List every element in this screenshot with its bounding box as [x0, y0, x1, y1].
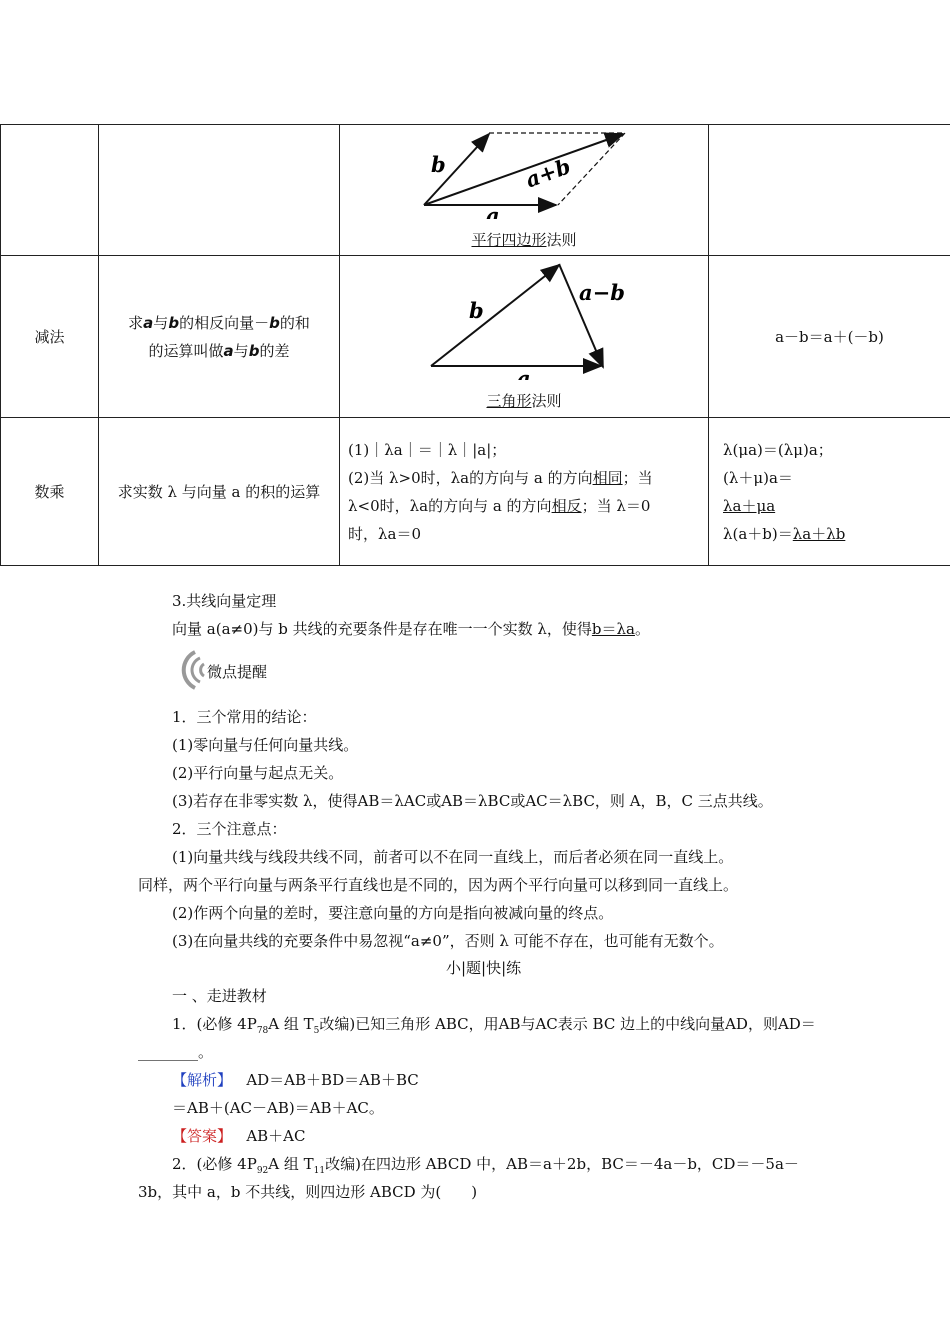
tip-title: 微点提醒 — [207, 663, 268, 681]
label-a: a — [517, 366, 531, 380]
label-a-plus-b: a+b — [522, 152, 574, 192]
triangle-diagram — [341, 262, 707, 380]
operations-table — [0, 124, 950, 566]
question-2: 2．(必修 $4P_{92}A$ 组 $T_{11}$改编)在四边形 ABCD 中，AB＝a＋2b，BC＝－4a－b，CD＝－5a－ — [172, 1155, 799, 1176]
analysis: 【解析】 AD＝AB＋BD＝AB＋BC — [172, 1071, 419, 1089]
tip-line: (1)向量共线与线段共线不同，前者可以不在同一直线上，而后者必须在同一直线上。 — [172, 848, 734, 866]
parallelogram-diagram — [341, 131, 707, 219]
collinear-theorem: 向量 a(a≠0)与 b 共线的充要条件是存在唯一一个实数 λ，使得b＝λa。 — [172, 620, 650, 638]
part-heading: 一 、走进教材 — [172, 987, 267, 1005]
tip-line: 1．三个常用的结论： — [172, 708, 317, 726]
practice-title: 小|题|快|练 — [446, 959, 522, 977]
figure-caption: 平行四边形法则 — [471, 230, 577, 249]
scalar-properties: (1)｜λa｜＝｜λ｜|a|； (2)当 λ>0时，λa的方向与 a 的方向相同；当 λ<0时，λa的方向与 a 的方向相反；当 λ＝0 时，λa＝0 — [340, 418, 709, 566]
tip-line: (3)在向量共线的充要条件中易忽视“a≠0”，否则 λ 可能不存在，也可能有无数个。 — [172, 932, 724, 950]
table-row — [1, 256, 950, 418]
section-title: 3.共线向量定理 — [172, 592, 277, 610]
label-b: b — [431, 151, 446, 177]
label-b: b — [469, 298, 484, 323]
tip-line: 2．三个注意点： — [172, 820, 287, 838]
tip-line: (3)若存在非零实数 λ，使得AB＝λAC或AB＝λBC或AC＝λBC，则 A，B，C 三点共线。 — [172, 792, 773, 810]
row-label-scalar-multiplication: 数乘 — [1, 418, 99, 566]
table-row — [1, 418, 950, 566]
label-a-minus-b: a−b — [579, 280, 625, 305]
question-2-continued: 3b，其中 a，b 不共线，则四边形 ABCD 为( ) — [138, 1183, 478, 1201]
row-label-subtraction: 减法 — [1, 256, 99, 418]
figure-caption: 三角形法则 — [486, 392, 562, 410]
analysis-continued: ＝AB＋(AC－AB)＝AB＋AC。 — [172, 1099, 384, 1117]
table-row — [1, 125, 950, 256]
tip-line: 同样，两个平行向量与两条平行直线也是不同的，因为两个平行向量可以移到同一直线上。 — [138, 876, 739, 894]
parallelogram-figure — [340, 131, 708, 250]
label-a: a — [486, 202, 500, 219]
tip-line: (2)平行向量与起点无关。 — [172, 764, 344, 782]
subtraction-definition: 求a与b的相反向量－b的和 的运算叫做a与b的差 — [99, 256, 340, 418]
answer: 【答案】 AB＋AC — [172, 1127, 306, 1145]
triangle-figure — [340, 262, 708, 411]
tip-line: (1)零向量与任何向量共线。 — [172, 736, 359, 754]
scalar-definition: 求实数 λ 与向量 a 的积的运算 — [99, 418, 340, 566]
scalar-laws: λ(μa)＝(λμ)a； (λ＋μ)a＝ λa＋μa λ(a＋b)＝λa＋λb — [709, 418, 950, 566]
subtraction-rule: a－b＝a＋(－b) — [709, 256, 950, 418]
question-1: 1．(必修 $4P_{78}A$ 组 $T_5$改编)已知三角形 ABC，用AB与AC表示 BC 边上的中线向量AD，则AD＝ — [172, 1015, 816, 1036]
tip-line: (2)作两个向量的差时，要注意向量的方向是指向被减向量的终点。 — [172, 904, 614, 922]
answer-blank: ________。 — [138, 1043, 214, 1061]
